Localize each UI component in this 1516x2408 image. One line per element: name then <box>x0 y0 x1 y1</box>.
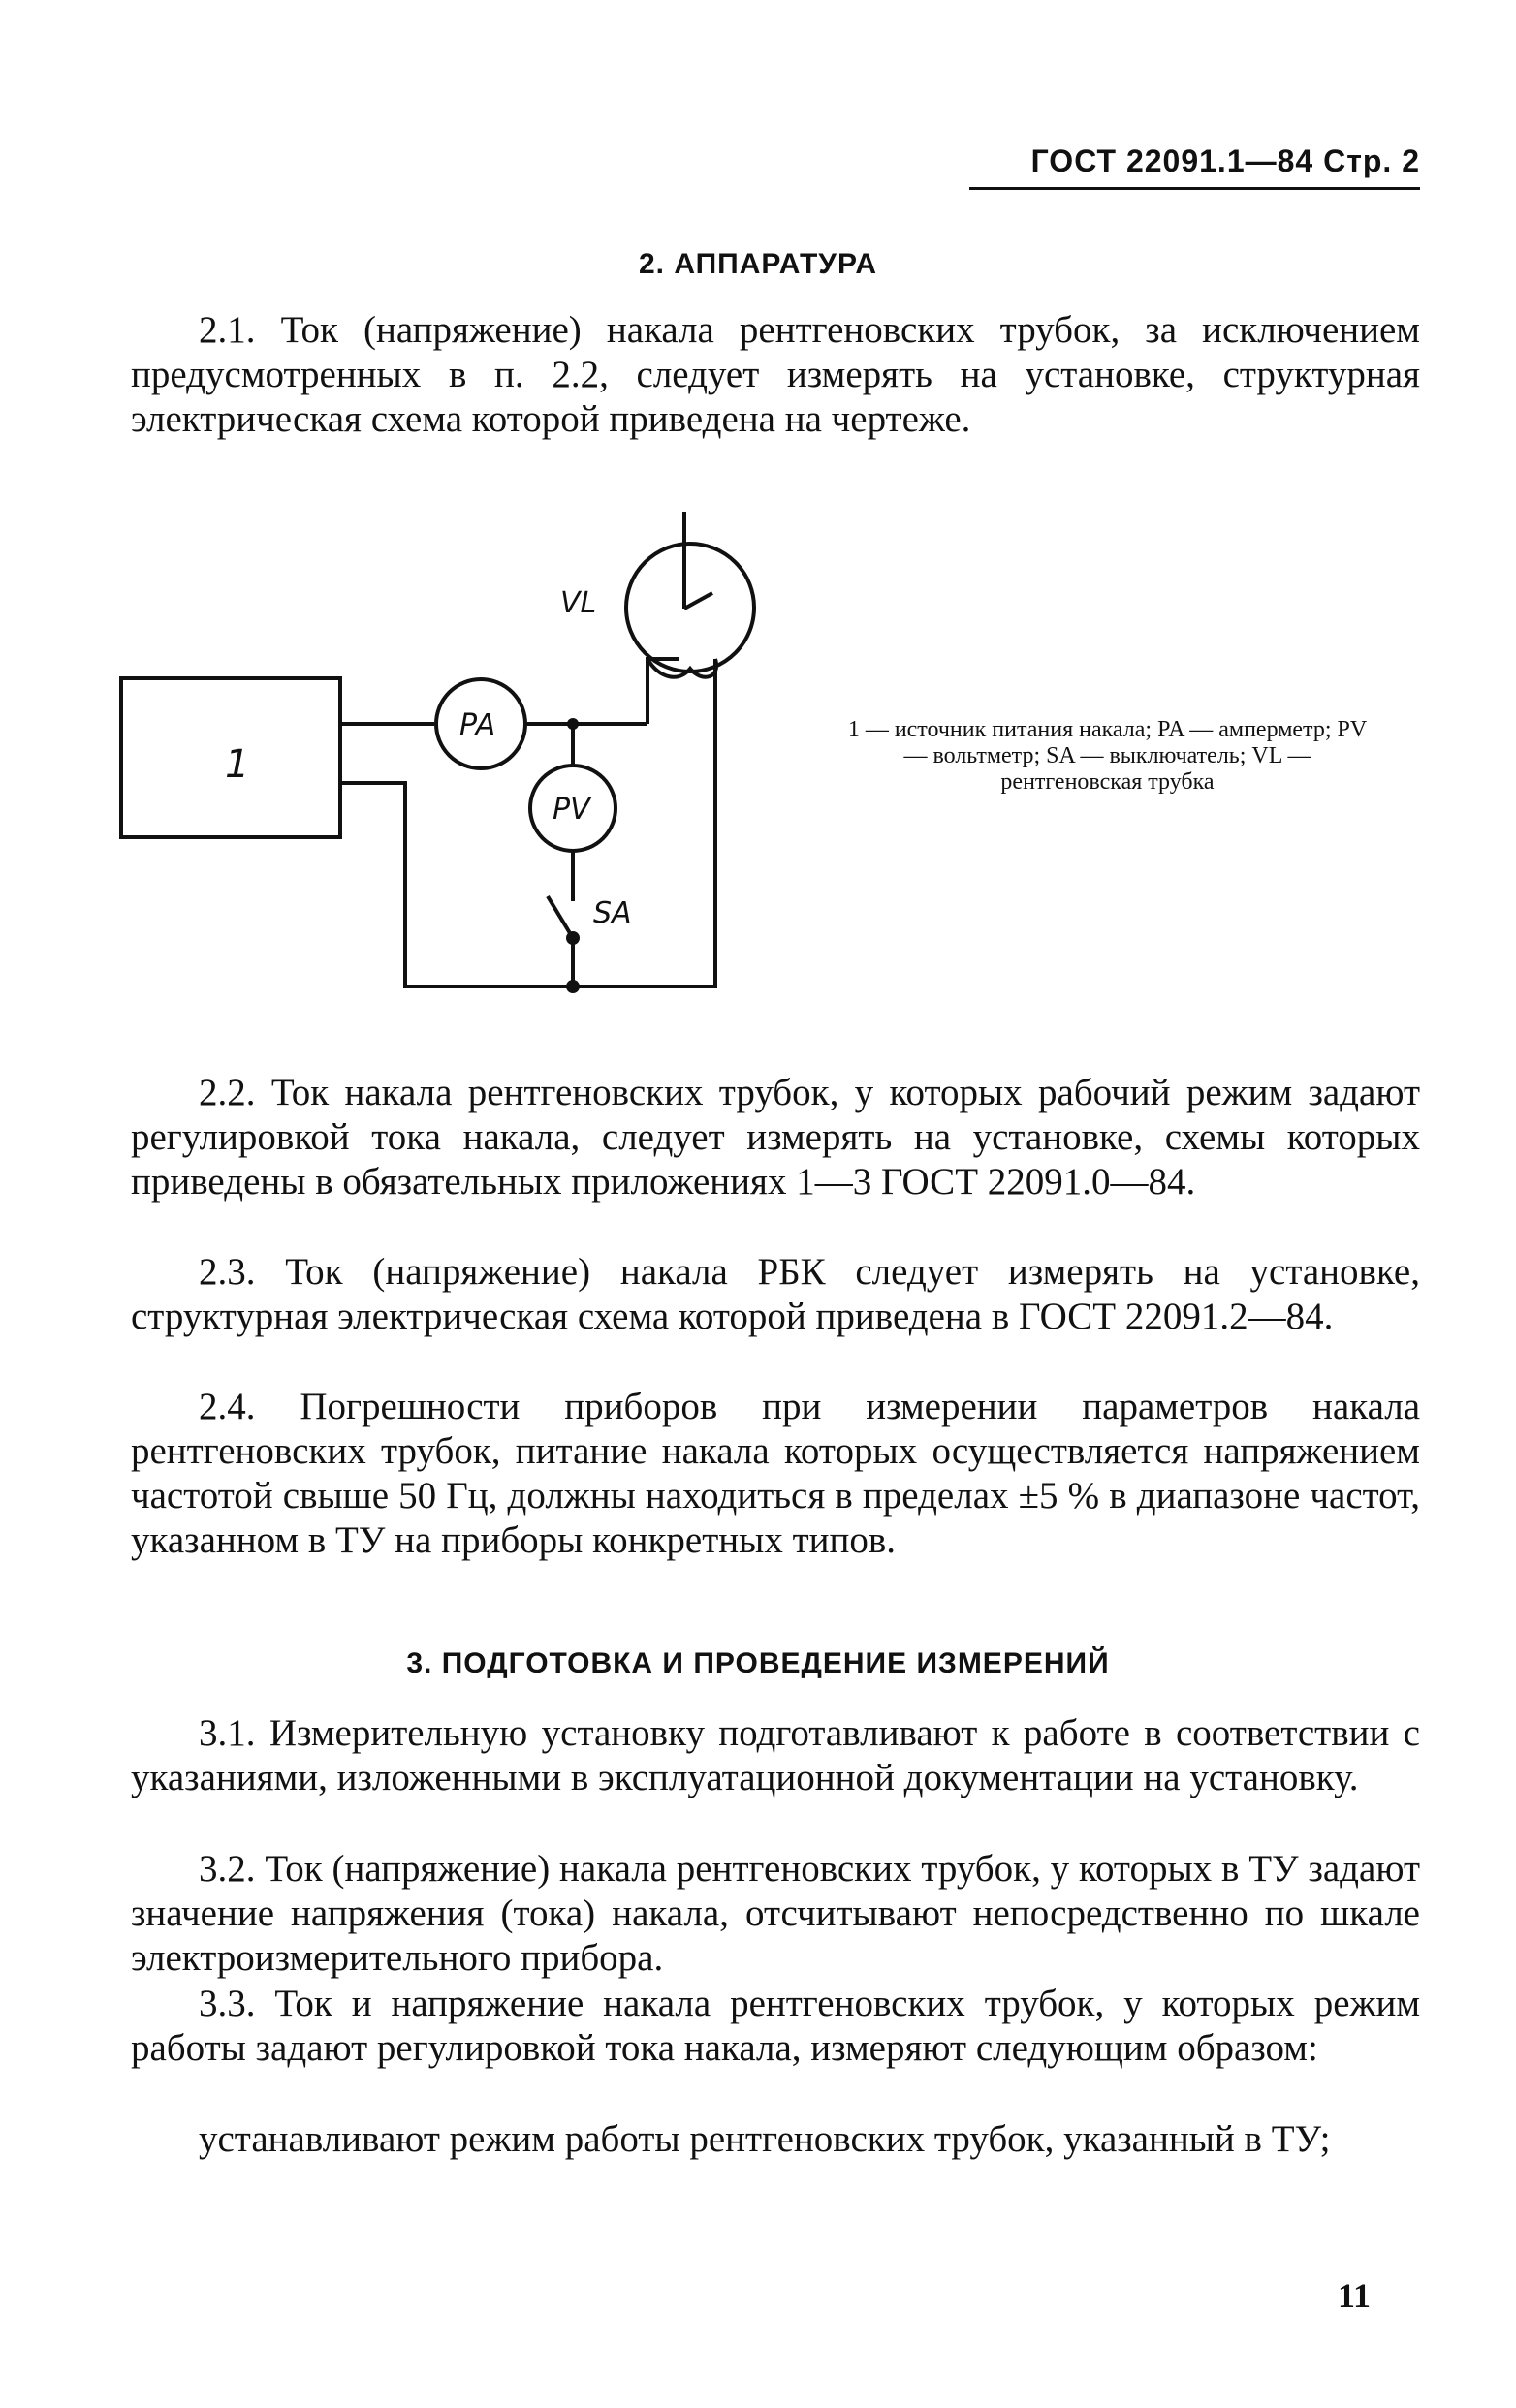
paragraph-2-2: 2.2. Ток накала рентгеновских трубок, у которых рабочий режим задают регулировкой тока накала, следует измерять на установке, схемы которых приведены в обязательных приложениях 1—3 ГОСТ 22091.0—84. <box>131 1072 1420 1203</box>
switch-label: SA <box>593 896 632 930</box>
paragraph-2-3: 2.3. Ток (напряжение) накала РБК следует измерять на установке, структурная электрическая схема которой приведена в ГОСТ 22091.2—84. <box>131 1251 1420 1337</box>
paragraph-3-3-item: устанавливают режим работы рентгеновских трубок, указанный в ТУ; <box>199 2118 1331 2160</box>
source-label: 1 <box>225 742 250 787</box>
xray-tube-circle <box>626 544 754 672</box>
ammeter-label: PA <box>459 708 496 742</box>
junction-dot-switch <box>566 931 580 945</box>
junction-dot-bottom <box>566 980 580 993</box>
paragraph-2-4: 2.4. Погрешности приборов при измерении параметров накала рентгеновских трубок, питание накала которых осуществляется напряжением частотой свыше 50 Гц, должны находиться в пределах ±5 % в диапазоне частот, указанном в ТУ на приборы конкретных типов. <box>131 1386 1420 1561</box>
paragraph-3-1: 3.1. Измерительную установку подготавливают к работе в соответствии с указаниями, изложенными в эксплуатационной документации на установку. <box>131 1712 1420 1798</box>
section-3-title: 3. ПОДГОТОВКА И ПРОВЕДЕНИЕ ИЗМЕРЕНИЙ <box>406 1647 1110 1679</box>
section-2-title: 2. АППАРАТУРА <box>639 248 877 280</box>
tube-anode-line <box>684 593 712 609</box>
junction-dot-top <box>567 718 579 730</box>
voltmeter-label: PV <box>553 793 590 827</box>
page-number: 11 <box>1338 2276 1372 2315</box>
switch-blade <box>548 896 573 938</box>
page-header: ГОСТ 22091.1—84 Стр. 2 <box>969 143 1420 190</box>
diagram-caption: 1 — источник питания накала; PA — амперметр; PV — вольтметр; SA — выключатель; VL — рентгеновская трубка <box>847 717 1368 795</box>
wire-source-bottom <box>340 659 715 986</box>
paragraph-3-3: 3.3. Ток и напряжение накала рентгеновских трубок, у которых режим работы задают регулировкой тока накала, измеряют следующим образом: <box>131 1983 1420 2069</box>
paragraph-3-2: 3.2. Ток (напряжение) накала рентгеновских трубок, у которых в ТУ задают значение напряжения (тока) накала, отсчитывают непосредственно по шкале электроизмерительного прибора. <box>131 1848 1420 1979</box>
tube-label: VL <box>560 586 597 620</box>
paragraph-2-1: 2.1. Ток (напряжение) накала рентгеновских трубок, за исключением предусмотренных в п. 2.2, следует измерять на установке, структурная электрическая схема которой приведена на чертеже. <box>131 309 1420 440</box>
